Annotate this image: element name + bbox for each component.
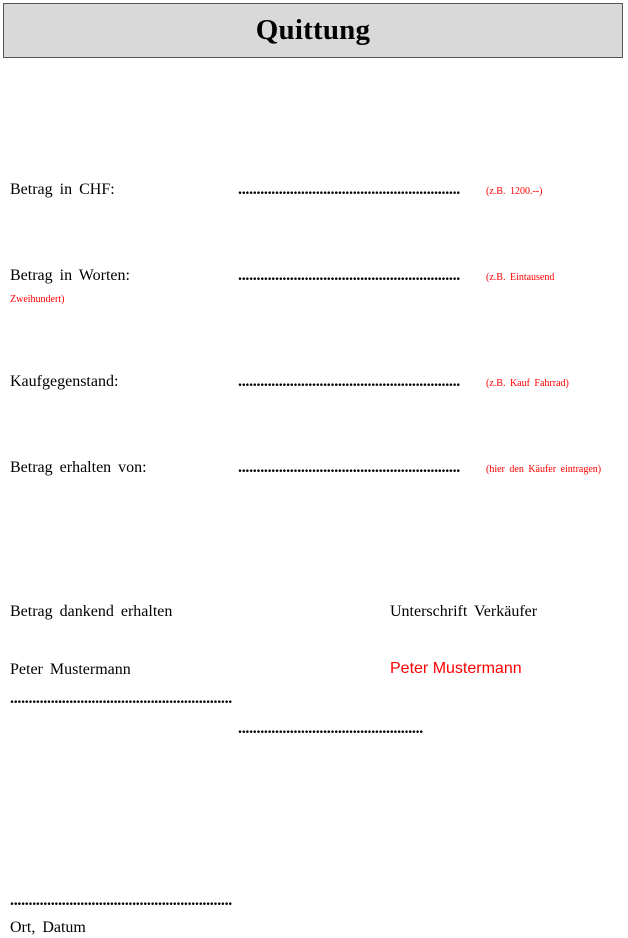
amount-words-hint-cont: Zweihundert) bbox=[10, 294, 65, 305]
seller-signature: Peter Mustermann bbox=[390, 660, 522, 677]
received-thanks-label: Betrag dankend erhalten bbox=[10, 603, 173, 620]
received-name: Peter Mustermann bbox=[10, 661, 131, 678]
page-title: Quittung bbox=[255, 14, 371, 46]
amount-words-label: Betrag in Worten: bbox=[10, 267, 130, 284]
amount-words-line[interactable]: ............................................................ bbox=[238, 267, 461, 284]
received-from-line[interactable]: ............................................................ bbox=[238, 459, 461, 476]
received-from-label: Betrag erhalten von: bbox=[10, 459, 147, 476]
title-bar bbox=[3, 3, 623, 58]
amount-chf-label: Betrag in CHF: bbox=[10, 181, 115, 198]
amount-chf-hint: (z.B. 1200.--) bbox=[486, 186, 543, 197]
amount-words-hint: (z.B. Eintausend bbox=[486, 272, 555, 283]
purchase-item-label: Kaufgegenstand: bbox=[10, 373, 119, 390]
purchase-item-hint: (z.B. Kauf Fahrrad) bbox=[486, 378, 569, 389]
signature-line[interactable]: .................................................. bbox=[238, 720, 424, 737]
seller-signature-label: Unterschrift Verkäufer bbox=[390, 603, 538, 620]
amount-chf-line[interactable]: ............................................................ bbox=[238, 181, 461, 198]
purchase-item-line[interactable]: ............................................................ bbox=[238, 373, 461, 390]
received-from-hint: (hier den Käufer eintragen) bbox=[486, 464, 602, 475]
name-line[interactable]: ............................................................ bbox=[10, 690, 233, 707]
place-date-line[interactable]: ............................................................ bbox=[10, 892, 233, 909]
place-date-label: Ort, Datum bbox=[10, 919, 86, 936]
